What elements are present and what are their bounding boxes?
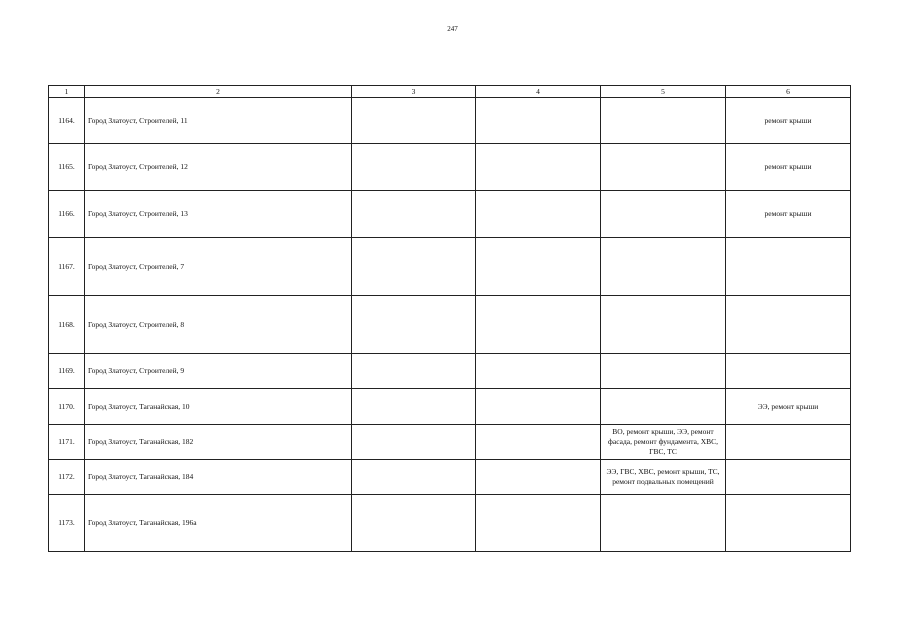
column-header-2: 2 <box>85 86 352 98</box>
table-row <box>49 389 851 425</box>
table-row <box>49 354 851 389</box>
column-6-cell <box>726 296 851 354</box>
page-number: 247 <box>447 25 458 33</box>
row-number: 1164. <box>49 98 85 144</box>
table-row <box>49 495 851 552</box>
column-5-cell <box>601 98 726 144</box>
column-4-cell <box>476 389 601 425</box>
address-cell: Город Златоуст, Строителей, 8 <box>85 296 352 354</box>
column-3-cell <box>352 191 476 238</box>
address-cell: Город Златоуст, Таганайская, 10 <box>85 389 352 425</box>
column-4-cell <box>476 425 601 460</box>
column-3-cell <box>352 425 476 460</box>
column-5-cell <box>601 389 726 425</box>
table-row <box>49 425 851 460</box>
column-6-cell: ремонт крыши <box>726 191 851 238</box>
column-4-cell <box>476 98 601 144</box>
column-header-5: 5 <box>601 86 726 98</box>
column-3-cell <box>352 495 476 552</box>
address-cell: Город Златоуст, Строителей, 7 <box>85 238 352 296</box>
address-cell: Город Златоуст, Строителей, 11 <box>85 98 352 144</box>
column-3-cell <box>352 98 476 144</box>
column-4-cell <box>476 460 601 495</box>
column-5-cell <box>601 495 726 552</box>
column-4-cell <box>476 238 601 296</box>
column-header-4: 4 <box>476 86 601 98</box>
row-number: 1169. <box>49 354 85 389</box>
housing-register-table <box>48 85 851 552</box>
column-3-cell <box>352 144 476 191</box>
column-4-cell <box>476 495 601 552</box>
column-6-cell: ремонт крыши <box>726 144 851 191</box>
column-6-cell <box>726 425 851 460</box>
column-5-cell <box>601 144 726 191</box>
column-header-6: 6 <box>726 86 851 98</box>
header-row <box>49 86 851 98</box>
column-3-cell <box>352 460 476 495</box>
column-3-cell <box>352 238 476 296</box>
row-number: 1168. <box>49 296 85 354</box>
table-row <box>49 238 851 296</box>
column-4-cell <box>476 191 601 238</box>
column-5-cell <box>601 191 726 238</box>
address-cell: Город Златоуст, Таганайская, 184 <box>85 460 352 495</box>
row-number: 1166. <box>49 191 85 238</box>
column-3-cell <box>352 389 476 425</box>
row-number: 1173. <box>49 495 85 552</box>
column-4-cell <box>476 144 601 191</box>
column-3-cell <box>352 354 476 389</box>
column-6-cell <box>726 495 851 552</box>
address-cell: Город Златоуст, Таганайская, 196а <box>85 495 352 552</box>
column-header-1: 1 <box>49 86 85 98</box>
column-6-cell <box>726 238 851 296</box>
row-number: 1167. <box>49 238 85 296</box>
column-4-cell <box>476 354 601 389</box>
table-row <box>49 144 851 191</box>
row-number: 1171. <box>49 425 85 460</box>
column-4-cell <box>476 296 601 354</box>
address-cell: Город Златоуст, Строителей, 12 <box>85 144 352 191</box>
column-5-cell <box>601 296 726 354</box>
column-5-cell: ВО, ремонт крыши, ЭЭ, ремонт фасада, ремонт фундамента, ХВС, ГВС, ТС <box>601 425 726 460</box>
table-row <box>49 98 851 144</box>
row-number: 1172. <box>49 460 85 495</box>
table-row <box>49 460 851 495</box>
column-5-cell: ЭЭ, ГВС, ХВС, ремонт крыши, ТС, ремонт подвальных помещений <box>601 460 726 495</box>
address-cell: Город Златоуст, Таганайская, 182 <box>85 425 352 460</box>
row-number: 1170. <box>49 389 85 425</box>
column-6-cell: ремонт крыши <box>726 98 851 144</box>
table-row <box>49 296 851 354</box>
column-6-cell: ЭЭ, ремонт крыши <box>726 389 851 425</box>
address-cell: Город Златоуст, Строителей, 9 <box>85 354 352 389</box>
table-row <box>49 191 851 238</box>
column-6-cell <box>726 460 851 495</box>
column-5-cell <box>601 354 726 389</box>
column-3-cell <box>352 296 476 354</box>
column-header-3: 3 <box>352 86 476 98</box>
row-number: 1165. <box>49 144 85 191</box>
column-5-cell <box>601 238 726 296</box>
column-6-cell <box>726 354 851 389</box>
address-cell: Город Златоуст, Строителей, 13 <box>85 191 352 238</box>
